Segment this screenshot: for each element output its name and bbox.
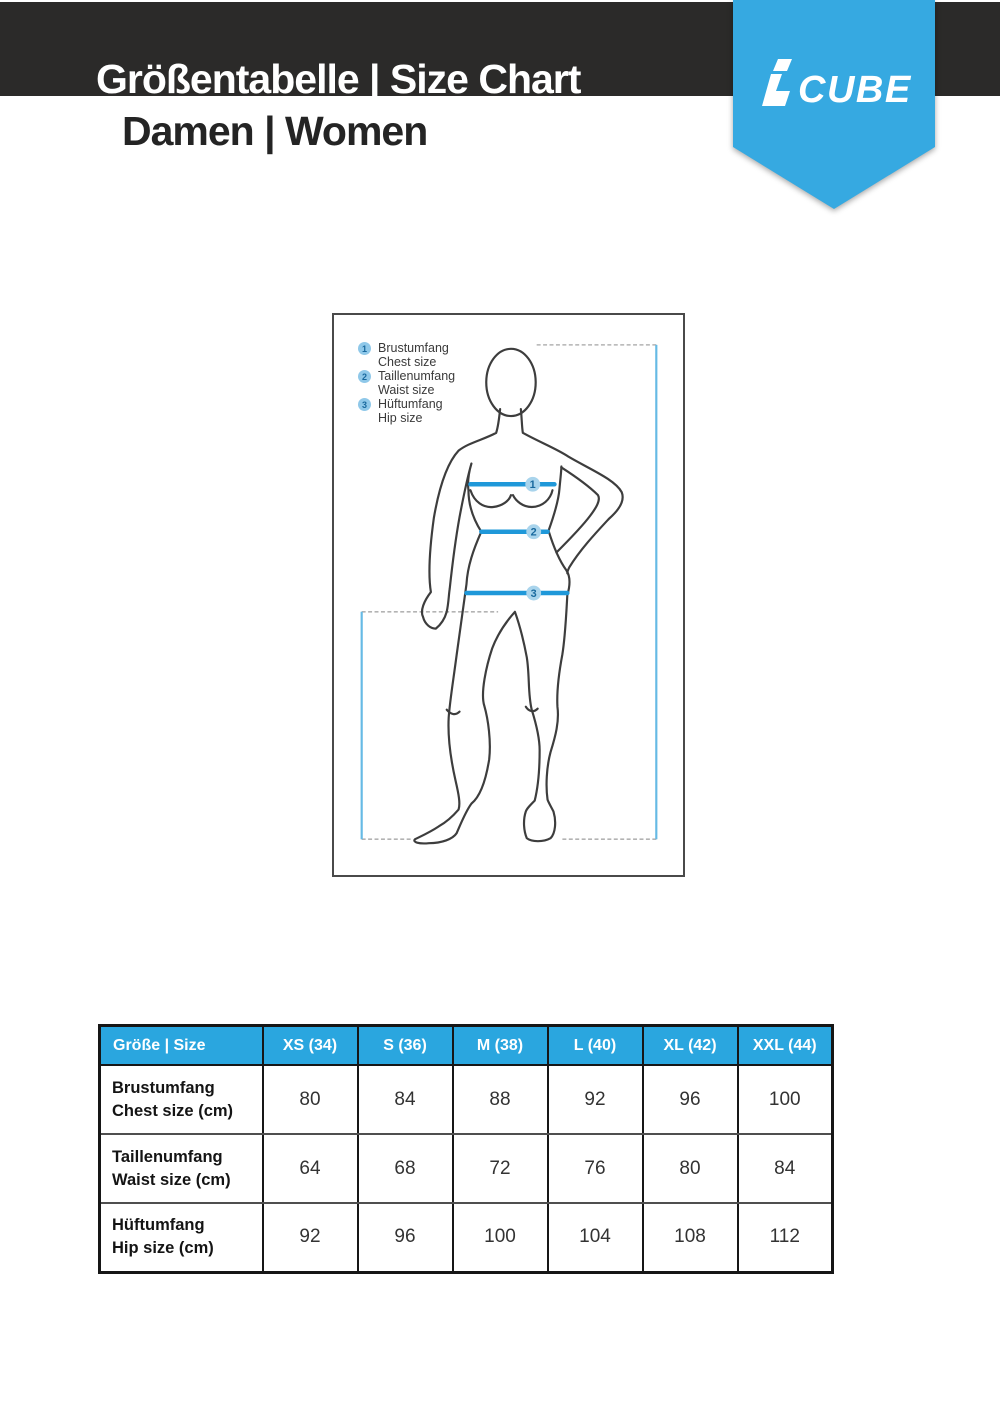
legend-chest-en: Chest size — [378, 354, 437, 369]
hip-value-l: 104 — [548, 1203, 643, 1272]
size-col-m: M (38) — [453, 1026, 548, 1066]
table-row-waist — [100, 1134, 833, 1203]
chest-value-m: 88 — [453, 1065, 548, 1134]
legend-item-chest — [358, 342, 455, 369]
row-label-chest-de: Brustumfang — [112, 1078, 215, 1097]
row-label-waist-en: Waist size (cm) — [112, 1170, 231, 1189]
page-subtitle: Damen | Women — [122, 108, 428, 154]
size-col-xl: XL (42) — [643, 1026, 738, 1066]
size-col-s: S (36) — [358, 1026, 453, 1066]
table-row-chest — [100, 1065, 833, 1134]
row-label-chest — [100, 1065, 263, 1134]
hip-value-xxl: 112 — [738, 1203, 833, 1272]
legend-marker-3: 3 — [358, 398, 371, 411]
row-label-hip-de: Hüftumfang — [112, 1216, 205, 1235]
row-label-hip-en: Hip size (cm) — [112, 1239, 214, 1258]
measurement-diagram — [332, 313, 685, 877]
brand-ribbon — [731, 0, 937, 212]
legend-hip-de: Hüftumfang — [378, 397, 443, 411]
size-table-header-size: Größe | Size — [100, 1026, 263, 1066]
waist-value-xs: 64 — [263, 1134, 358, 1203]
legend-waist-en: Waist size — [378, 382, 435, 397]
size-table — [98, 1024, 834, 1274]
hip-marker-number: 3 — [530, 587, 537, 600]
page-title: Größentabelle | Size Chart — [96, 56, 581, 102]
legend-chest-de: Brustumfang — [378, 341, 449, 355]
measure-markers — [525, 477, 541, 601]
waist-value-l: 76 — [548, 1134, 643, 1203]
hip-value-xs: 92 — [263, 1203, 358, 1272]
legend-marker-1: 1 — [358, 342, 371, 355]
row-label-hip — [100, 1203, 263, 1272]
hip-value-xl: 108 — [643, 1203, 738, 1272]
waist-marker-number: 2 — [530, 526, 537, 539]
brand-wordmark: CUBE — [798, 69, 912, 111]
size-col-xs: XS (34) — [263, 1026, 358, 1066]
waist-value-xl: 80 — [643, 1134, 738, 1203]
size-col-xxl: XXL (44) — [738, 1026, 833, 1066]
chest-value-xl: 96 — [643, 1065, 738, 1134]
row-label-chest-en: Chest size (cm) — [112, 1101, 234, 1120]
row-label-waist-de: Taillenumfang — [112, 1147, 223, 1166]
legend-item-hip — [358, 398, 455, 425]
size-col-l: L (40) — [548, 1026, 643, 1066]
legend-item-waist — [358, 370, 455, 397]
hip-value-s: 96 — [358, 1203, 453, 1272]
chest-marker-number: 1 — [529, 479, 536, 492]
chest-value-xxl: 100 — [738, 1065, 833, 1134]
legend — [358, 342, 455, 426]
waist-value-m: 72 — [453, 1134, 548, 1203]
waist-value-s: 68 — [358, 1134, 453, 1203]
row-label-waist — [100, 1134, 263, 1203]
waist-value-xxl: 84 — [738, 1134, 833, 1203]
chest-value-xs: 80 — [263, 1065, 358, 1134]
size-table-header-row — [100, 1026, 833, 1066]
legend-hip-en: Hip size — [378, 410, 423, 425]
hip-value-m: 100 — [453, 1203, 548, 1272]
table-row-hip — [100, 1203, 833, 1272]
legend-marker-2: 2 — [358, 370, 371, 383]
legend-waist-de: Taillenumfang — [378, 369, 456, 383]
chest-value-l: 92 — [548, 1065, 643, 1134]
chest-value-s: 84 — [358, 1065, 453, 1134]
